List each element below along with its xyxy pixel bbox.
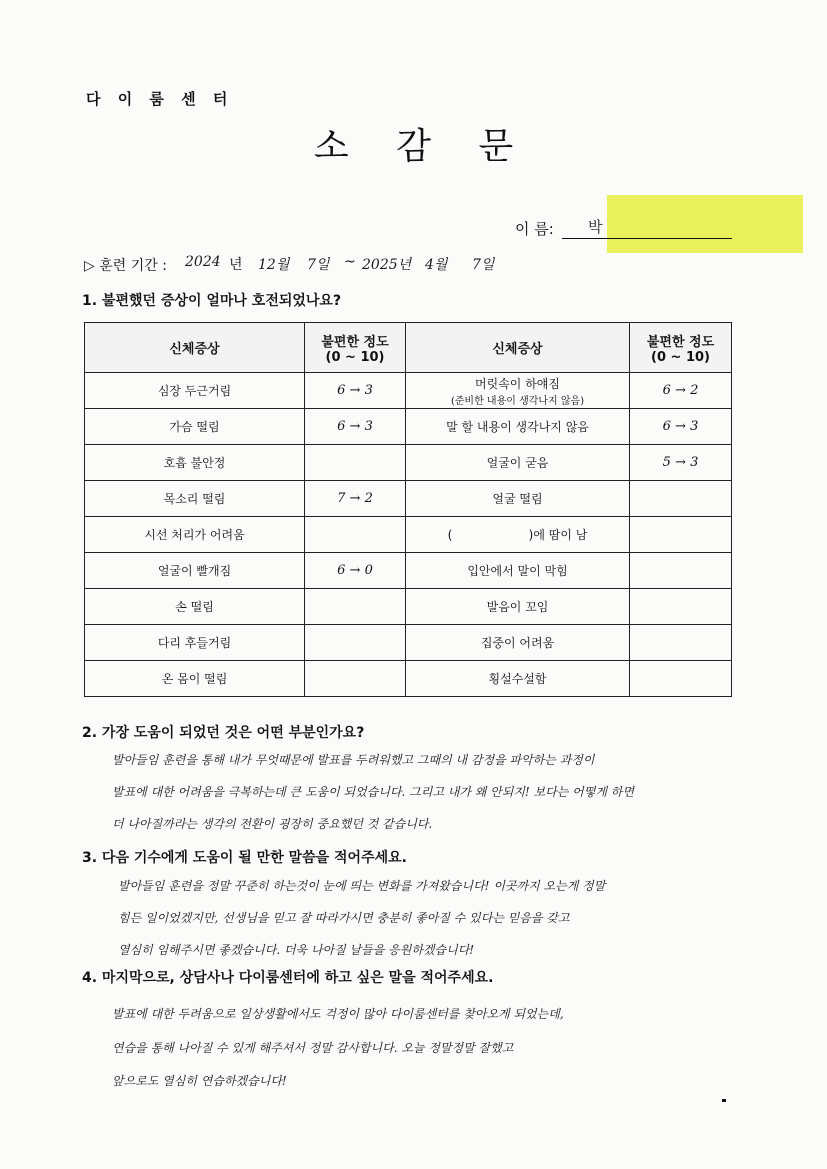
header-symptom-left: 신체증상 [85,323,305,373]
table-row [85,625,732,661]
degree-left: 6 → 0 [305,553,406,589]
name-underline [562,238,732,239]
name-value: 박 [588,218,603,236]
symptom-right: 입안에서 말이 막힘 [406,553,630,589]
degree-right: 5 → 3 [630,445,732,481]
symptom-right: 집중이 어려움 [406,625,630,661]
question-3-title: 3. 다음 기수에게 도움이 될 만한 말씀을 적어주세요. [82,850,407,866]
table-row [85,373,732,409]
ink-dot [722,1099,726,1102]
symptom-left: 가슴 떨림 [85,409,305,445]
symptom-right: 말 할 내용이 생각나지 않음 [406,409,630,445]
answer-3-line-2: 힘든 일이었겠지만, 선생님을 믿고 잘 따라가시면 충분히 좋아질 수 있다는 믿음을 갖고 [118,911,570,925]
answer-2-line-3: 더 나아질까라는 생각의 전환이 굉장히 중요했던 것 같습니다. [112,817,433,831]
header-symptom-right: 신체증상 [406,323,630,373]
period-start-day: 7일 [307,257,330,273]
degree-right [630,517,732,553]
table-row [85,481,732,517]
symptom-left: 손 떨림 [85,589,305,625]
answer-3-line-1: 발아들임 훈련을 정말 꾸준히 하는것이 눈에 띄는 변화를 가져왔습니다! 이곳까지 오는게 정말 [118,879,606,893]
degree-right [630,589,732,625]
degree-right [630,553,732,589]
name-label: 이 름: [515,220,554,238]
header-degree-left-line2: (0 ~ 10) [325,349,385,365]
center-name: 다 이 룸 센 터 [86,90,234,108]
degree-left: 6 → 3 [305,373,406,409]
answer-2-line-1: 발아들임 훈련을 통해 내가 무엇때문에 발표를 두려워했고 그때의 내 감정을 파악하는 과정이 [112,753,595,767]
degree-left: 6 → 3 [305,409,406,445]
symptom-left: 온 몸이 떨림 [85,661,305,697]
header-degree-right [630,323,732,373]
table-row [85,445,732,481]
table-header-row [85,323,732,373]
period-end-day: 7일 [472,257,495,273]
answer-4-line-3: 앞으로도 열심히 연습하겠습니다! [112,1074,287,1088]
degree-right: 6 → 2 [630,373,732,409]
degree-left [305,625,406,661]
degree-right [630,661,732,697]
table-row [85,553,732,589]
degree-right [630,481,732,517]
question-2-title: 2. 가장 도움이 되었던 것은 어떤 부분인가요? [82,725,365,741]
table-row [85,409,732,445]
document-title: 소 감 문 [313,126,532,167]
training-period-label: ▷ 훈련 기간 : [84,258,167,274]
degree-left [305,661,406,697]
answer-3-line-3: 열심히 임해주시면 좋겠습니다. 더욱 나아질 날들을 응원하겠습니다! [118,943,475,957]
period-end-year: 2025년 [362,257,412,273]
degree-left [305,445,406,481]
symptom-right [406,373,630,409]
period-end-month: 4월 [425,257,448,273]
question-1-title: 1. 불편했던 증상이 얼마나 호전되었나요? [82,293,342,309]
answer-4-line-1: 발표에 대한 두려움으로 일상생활에서도 걱정이 많아 다이룸센터를 찾아오게 되었는데, [112,1007,564,1021]
degree-left [305,589,406,625]
degree-right: 6 → 3 [630,409,732,445]
symptom-right: 발음이 꼬임 [406,589,630,625]
symptom-right: ( )에 땀이 남 [406,517,630,553]
table-row [85,517,732,553]
period-start-year-suffix: 년 [229,257,243,273]
degree-left [305,517,406,553]
period-start-month: 12월 [258,257,290,273]
symptom-left: 시선 처리가 어려움 [85,517,305,553]
header-degree-right-line1: 불편한 정도 [646,334,715,350]
question-4-title: 4. 마지막으로, 상담사나 다이룸센터에 하고 싶은 말을 적어주세요. [82,970,494,986]
symptom-right: 얼굴 떨림 [406,481,630,517]
table-row [85,589,732,625]
header-degree-left-line1: 불편한 정도 [321,334,389,350]
symptom-right: 얼굴이 굳음 [406,445,630,481]
answer-4-line-2: 연습을 통해 나아질 수 있게 해주셔서 정말 감사합니다. 오늘 정말정말 잘했고 [112,1041,514,1055]
degree-left: 7 → 2 [305,481,406,517]
degree-right [630,625,732,661]
symptom-left: 다리 후들거림 [85,625,305,661]
symptom-left: 심장 두근거림 [85,373,305,409]
symptom-left: 목소리 떨림 [85,481,305,517]
symptom-right: 횡설수설함 [406,661,630,697]
symptom-left: 얼굴이 빨개짐 [85,553,305,589]
header-degree-left [305,323,406,373]
answer-2-line-2: 발표에 대한 어려움을 극복하는데 큰 도움이 되었습니다. 그리고 내가 왜 안되지! 보다는 어떻게 하면 [112,785,634,799]
name-redaction-highlight [607,195,803,253]
symptom-left: 호흡 불안정 [85,445,305,481]
symptom-right-sub: (준비한 내용이 생각나지 않음) [450,395,585,407]
symptom-right-main: 머릿속이 하얘짐 [475,376,560,391]
period-tilde: ~ [344,254,356,270]
table-row [85,661,732,697]
period-start-year: 2024 [185,254,221,270]
header-degree-right-line2: (0 ~ 10) [651,349,710,365]
symptom-table [84,322,732,697]
